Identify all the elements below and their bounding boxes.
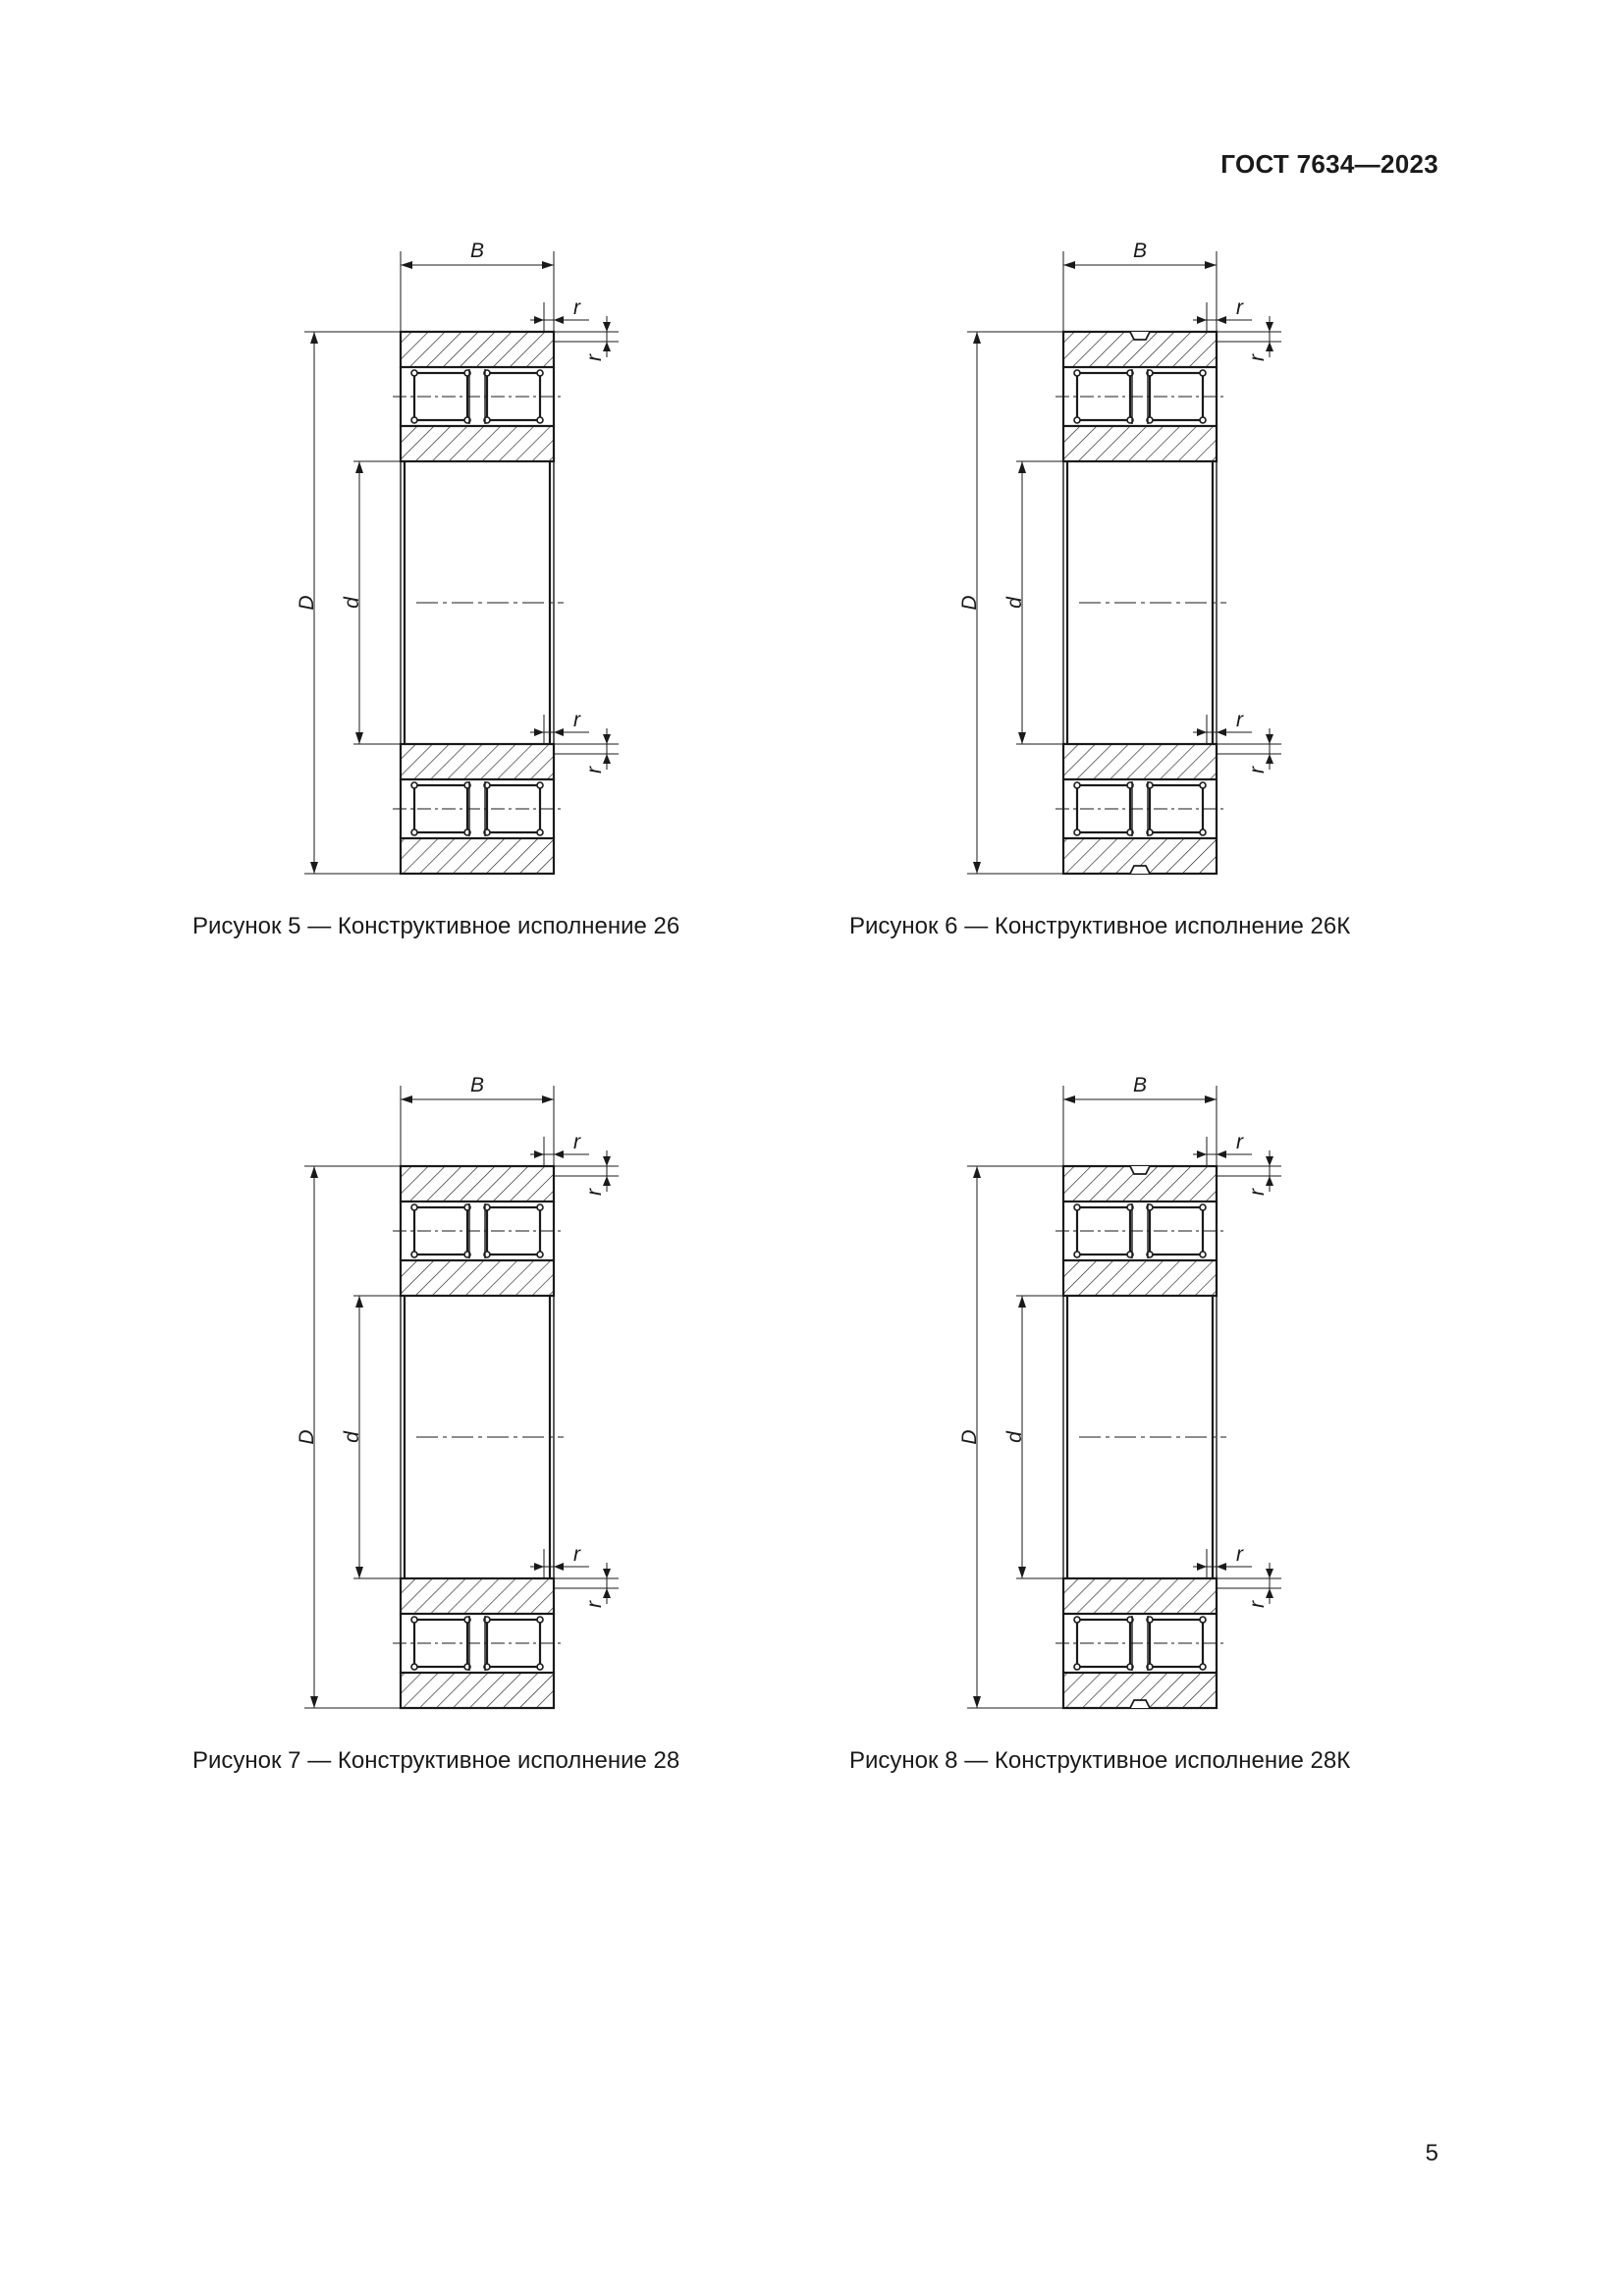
dimension-label-D: D bbox=[958, 1429, 981, 1445]
dimension-label-d: d bbox=[341, 597, 363, 609]
bearing-section-svg bbox=[296, 1060, 606, 1767]
dimension-label-r-top-vertical: r bbox=[583, 1189, 606, 1196]
inner-ring-section bbox=[401, 1578, 554, 1614]
inner-ring-section bbox=[401, 744, 554, 779]
bearing-section-svg bbox=[296, 226, 606, 933]
dimension-label-r-top-horizontal: r bbox=[1236, 1131, 1243, 1153]
inner-ring-section bbox=[401, 426, 554, 461]
dimension-label-r-top-horizontal: r bbox=[1236, 296, 1243, 319]
dimension-label-D: D bbox=[958, 595, 981, 611]
dimension-label-r-bottom-vertical: r bbox=[1246, 1601, 1269, 1608]
outer-ring-section bbox=[401, 838, 554, 874]
inner-ring-section bbox=[1063, 744, 1217, 779]
inner-ring-section bbox=[1063, 1260, 1217, 1296]
dimension-label-r-top-vertical: r bbox=[583, 354, 606, 361]
figure-5-caption: Рисунок 5 — Конструктивное исполнение 26 bbox=[192, 913, 680, 939]
dimension-label-D: D bbox=[296, 1429, 318, 1445]
bearing-section-svg bbox=[958, 1060, 1269, 1767]
figure-8-drawing bbox=[958, 1060, 1269, 1767]
outer-ring-section bbox=[401, 332, 554, 367]
dimension-label-B: B bbox=[469, 240, 485, 262]
figure-8-caption: Рисунок 8 — Конструктивное исполнение 28К bbox=[849, 1747, 1351, 1774]
dimension-label-D: D bbox=[296, 595, 318, 611]
figure-6-caption: Рисунок 6 — Конструктивное исполнение 26К bbox=[849, 913, 1351, 939]
dimension-label-r-bottom-horizontal: r bbox=[1236, 709, 1243, 731]
inner-ring-section bbox=[401, 1260, 554, 1296]
dimension-label-d: d bbox=[341, 1431, 363, 1443]
dimension-label-r-bottom-vertical: r bbox=[583, 1601, 606, 1608]
dimension-label-d: d bbox=[1003, 1431, 1026, 1443]
dimension-label-r-bottom-vertical: r bbox=[1246, 767, 1269, 774]
dimension-label-r-bottom-vertical: r bbox=[583, 767, 606, 774]
dimension-label-r-bottom-horizontal: r bbox=[573, 709, 580, 731]
dimension-label-B: B bbox=[1132, 1074, 1148, 1096]
inner-ring-section bbox=[1063, 426, 1217, 461]
dimension-label-d: d bbox=[1003, 597, 1026, 609]
page-number: 5 bbox=[1425, 2140, 1438, 2166]
dimension-label-r-top-horizontal: r bbox=[573, 1131, 580, 1153]
dimension-label-r-top-horizontal: r bbox=[573, 296, 580, 319]
dimension-label-r-top-vertical: r bbox=[1246, 354, 1269, 361]
dimension-label-B: B bbox=[469, 1074, 485, 1096]
bearing-section-svg bbox=[958, 226, 1269, 933]
dimension-label-B: B bbox=[1132, 240, 1148, 262]
document-standard-number: ГОСТ 7634—2023 bbox=[1220, 149, 1438, 179]
dimension-label-r-bottom-horizontal: r bbox=[1236, 1543, 1243, 1566]
dimension-label-r-top-vertical: r bbox=[1246, 1189, 1269, 1196]
outer-ring-section bbox=[401, 1673, 554, 1708]
figure-5-drawing bbox=[296, 226, 606, 933]
outer-ring-section bbox=[401, 1166, 554, 1201]
figure-7-drawing bbox=[296, 1060, 606, 1767]
figure-7-caption: Рисунок 7 — Конструктивное исполнение 28 bbox=[192, 1747, 680, 1774]
dimension-label-r-bottom-horizontal: r bbox=[573, 1543, 580, 1566]
inner-ring-section bbox=[1063, 1578, 1217, 1614]
figure-6-drawing bbox=[958, 226, 1269, 933]
